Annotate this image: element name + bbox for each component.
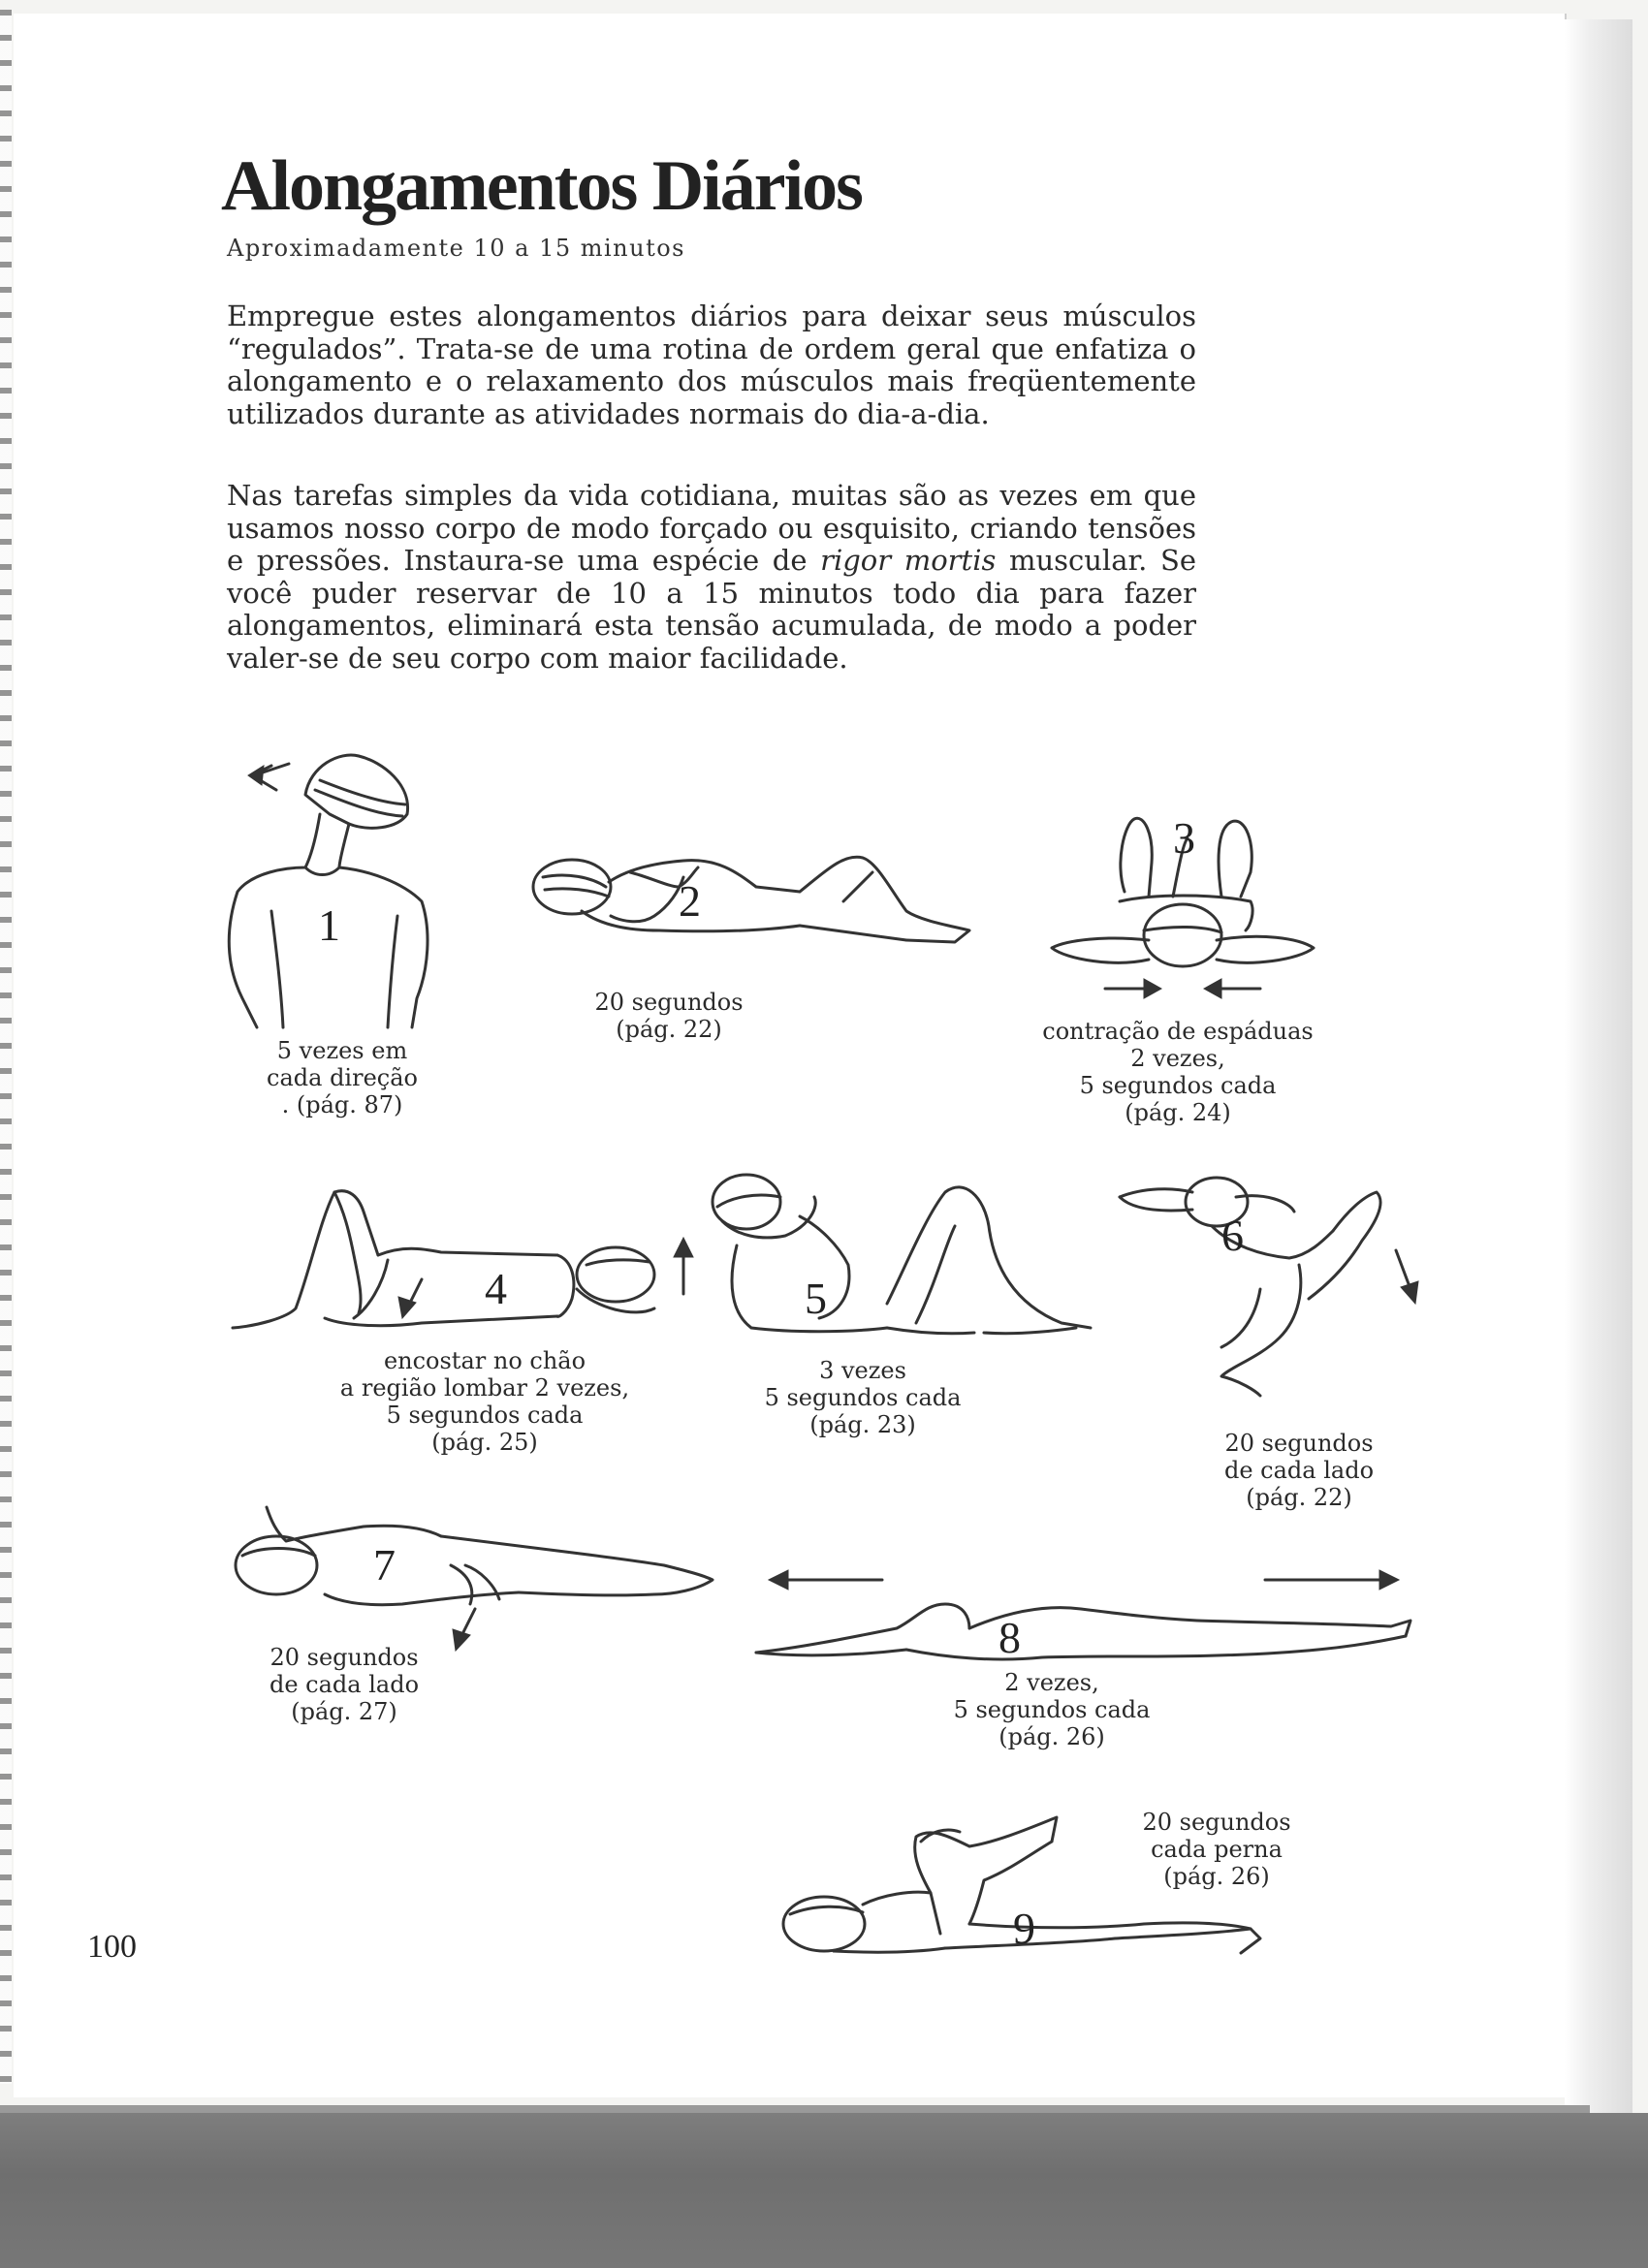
- exercise-8-figure: [751, 1560, 1430, 1667]
- exercise-7-number: 7: [373, 1540, 396, 1590]
- page-title: Alongamentos Diários: [221, 146, 862, 226]
- page-number: 100: [87, 1929, 137, 1965]
- exercise-7-figure: [228, 1497, 722, 1662]
- exercise-4-figure: [228, 1173, 664, 1338]
- exercise-6-number: 6: [1221, 1211, 1244, 1260]
- exercise-9-caption: 20 segundos cada perna (pág. 26): [1142, 1809, 1291, 1890]
- exercise-8-number: 8: [998, 1613, 1021, 1662]
- exercise-1-figure: [213, 746, 456, 1037]
- exercise-1-number: 1: [318, 900, 340, 950]
- exercise-7-caption: 20 segundos de cada lado (pág. 27): [269, 1644, 420, 1725]
- italic-term: rigor mortis: [820, 544, 997, 577]
- intro-paragraph-2: Nas tarefas simples da vida cotidiana, muitas são as vezes em que usamos nosso corpo de modo forçado ou esquisito, criando tensões e pressões. Instaura-se uma espécie de rigor mortis muscular. Se você puder reservar de 10 a 15 minutos todo dia para fazer alongamentos, eliminará esta tensão acumulada, de modo a poder valer-se de seu corpo com maior facilidade.: [227, 479, 1197, 675]
- exercise-4-number: 4: [485, 1264, 507, 1313]
- exercise-3-caption: contração de espáduas 2 vezes, 5 segundos cada (pág. 24): [1042, 1018, 1314, 1126]
- exercise-5-figure: [693, 1168, 1100, 1342]
- exercise-1-caption: 5 vezes em cada direção . (pág. 87): [267, 1037, 418, 1118]
- exercise-9-number: 9: [1013, 1904, 1035, 1953]
- page-edge: [1565, 19, 1632, 2123]
- page-subtitle: Aproximadamente 10 a 15 minutos: [227, 235, 685, 262]
- exercise-2-caption: 20 segundos (pág. 22): [594, 989, 744, 1043]
- exercise-2-figure: [523, 834, 969, 989]
- exercise-6-figure: [1115, 1173, 1425, 1415]
- intro-paragraph-1: Empregue estes alongamentos diários para deixar seus músculos “regulados”. Trata-se de uma rotina de ordem geral que enfatiza o alongamento e o relaxamento dos músculos mais freqüentemente utilizados durante as atividades normais do dia-a-dia.: [227, 299, 1196, 430]
- exercise-3-figure: [1047, 804, 1318, 998]
- exercise-5-number: 5: [805, 1274, 827, 1323]
- exercise-8-caption: 2 vezes, 5 segundos cada (pág. 26): [953, 1669, 1151, 1750]
- exercise-3-number: 3: [1173, 813, 1195, 863]
- scanner-background: [0, 2113, 1648, 2268]
- spiral-binding: [0, 10, 12, 2084]
- exercise-4-caption: encostar no chão a região lombar 2 vezes, 5 segundos cada (pág. 25): [339, 1347, 630, 1456]
- exercise-2-number: 2: [679, 876, 701, 926]
- exercise-5-caption: 3 vezes 5 segundos cada (pág. 23): [764, 1357, 962, 1438]
- exercise-6-caption: 20 segundos de cada lado (pág. 22): [1223, 1430, 1375, 1511]
